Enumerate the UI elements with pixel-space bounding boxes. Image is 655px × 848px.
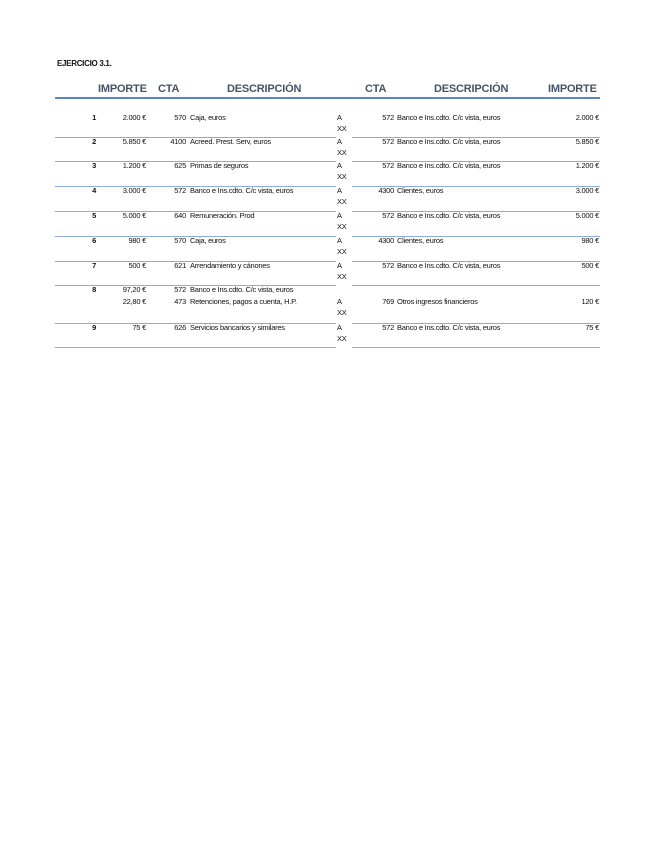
credit-description: Otros ingresos financieros (397, 297, 478, 306)
credit-account: 4300 (378, 186, 394, 195)
row-separator-left (55, 347, 336, 348)
credit-amount: 5.000 € (575, 211, 599, 220)
credit-amount: 1.200 € (575, 161, 599, 170)
credit-amount: 120 € (581, 297, 599, 306)
debit-amount: 5.850 € (122, 137, 146, 146)
a-marker: A (337, 161, 342, 170)
debit-account: 640 (174, 211, 186, 220)
debit-amount: 22,80 € (122, 297, 146, 306)
debit-description: Primas de seguros (190, 161, 249, 170)
row-separator-right (352, 347, 600, 348)
entry-number: 5 (92, 211, 96, 220)
xx-marker: XX (337, 272, 347, 281)
debit-account: 570 (174, 236, 186, 245)
credit-account: 4300 (378, 236, 394, 245)
entry-number: 8 (92, 285, 96, 294)
debit-amount: 5.000 € (122, 211, 146, 220)
debit-account: 626 (174, 323, 186, 332)
header-descripcion-right: DESCRIPCIÓN (434, 83, 509, 95)
xx-marker: XX (337, 124, 347, 133)
credit-description: Banco e Ins.cdto. C/c vista, euros (397, 137, 501, 146)
a-marker: A (337, 323, 342, 332)
debit-description: Banco e Ins.cdto. C/c vista, euros (190, 285, 294, 294)
debit-account: 473 (174, 297, 186, 306)
entry-number: 1 (92, 113, 96, 122)
debit-description: Banco e Ins.cdto. C/c vista, euros (190, 186, 294, 195)
debit-amount: 97,20 € (122, 285, 146, 294)
credit-amount: 980 € (581, 236, 599, 245)
header-cta-left: CTA (158, 83, 180, 95)
entry-number: 2 (92, 137, 96, 146)
exercise-title: EJERCICIO 3.1. (57, 59, 112, 68)
credit-account: 769 (382, 297, 394, 306)
debit-account: 621 (174, 261, 186, 270)
credit-account: 572 (382, 137, 394, 146)
a-marker: A (337, 137, 342, 146)
debit-account: 4100 (170, 137, 186, 146)
credit-account: 572 (382, 323, 394, 332)
xx-marker: XX (337, 148, 347, 157)
debit-amount: 75 € (132, 323, 146, 332)
xx-marker: XX (337, 172, 347, 181)
credit-account: 572 (382, 261, 394, 270)
debit-description: Retenciones, pagos a cuenta, H.P. (190, 297, 297, 306)
entry-number: 9 (92, 323, 96, 332)
credit-description: Banco e Ins.cdto. C/c vista, euros (397, 113, 501, 122)
debit-amount: 980 € (128, 236, 146, 245)
header-importe-left: IMPORTE (98, 83, 147, 95)
entry-number: 4 (92, 186, 96, 195)
credit-description: Banco e Ins.cdto. C/c vista, euros (397, 211, 501, 220)
xx-marker: XX (337, 334, 347, 343)
credit-description: Banco e Ins.cdto. C/c vista, euros (397, 261, 501, 270)
entry-number: 6 (92, 236, 96, 245)
credit-amount: 5.850 € (575, 137, 599, 146)
header-descripcion-left: DESCRIPCIÓN (227, 83, 302, 95)
debit-amount: 3.000 € (122, 186, 146, 195)
a-marker: A (337, 186, 342, 195)
xx-marker: XX (337, 222, 347, 231)
credit-account: 572 (382, 161, 394, 170)
debit-amount: 500 € (128, 261, 146, 270)
a-marker: A (337, 113, 342, 122)
debit-description: Servicios bancarios y similares (190, 323, 285, 332)
credit-description: Banco e Ins.cdto. C/c vista, euros (397, 323, 501, 332)
xx-marker: XX (337, 308, 347, 317)
debit-account: 572 (174, 285, 186, 294)
xx-marker: XX (337, 197, 347, 206)
credit-description: Clientes, euros (397, 186, 444, 195)
debit-description: Remuneración. Prod (190, 211, 255, 220)
a-marker: A (337, 297, 342, 306)
header-cta-right: CTA (365, 83, 387, 95)
debit-description: Caja, euros (190, 236, 226, 245)
credit-account: 572 (382, 211, 394, 220)
header-rule (55, 97, 600, 99)
entry-number: 3 (92, 161, 96, 170)
debit-amount: 1.200 € (122, 161, 146, 170)
credit-description: Banco e Ins.cdto. C/c vista, euros (397, 161, 501, 170)
credit-account: 572 (382, 113, 394, 122)
credit-amount: 2.000 € (575, 113, 599, 122)
debit-description: Caja, euros (190, 113, 226, 122)
debit-description: Arrendamiento y cánones (190, 261, 270, 270)
row-separator-right (352, 285, 600, 286)
xx-marker: XX (337, 247, 347, 256)
debit-account: 625 (174, 161, 186, 170)
a-marker: A (337, 211, 342, 220)
debit-account: 570 (174, 113, 186, 122)
credit-amount: 75 € (585, 323, 599, 332)
credit-amount: 500 € (581, 261, 599, 270)
a-marker: A (337, 236, 342, 245)
debit-account: 572 (174, 186, 186, 195)
debit-description: Acreed. Prest. Serv, euros (190, 137, 271, 146)
credit-amount: 3.000 € (575, 186, 599, 195)
a-marker: A (337, 261, 342, 270)
entry-number: 7 (92, 261, 96, 270)
debit-amount: 2.000 € (122, 113, 146, 122)
credit-description: Clientes, euros (397, 236, 444, 245)
header-importe-right: IMPORTE (548, 83, 597, 95)
